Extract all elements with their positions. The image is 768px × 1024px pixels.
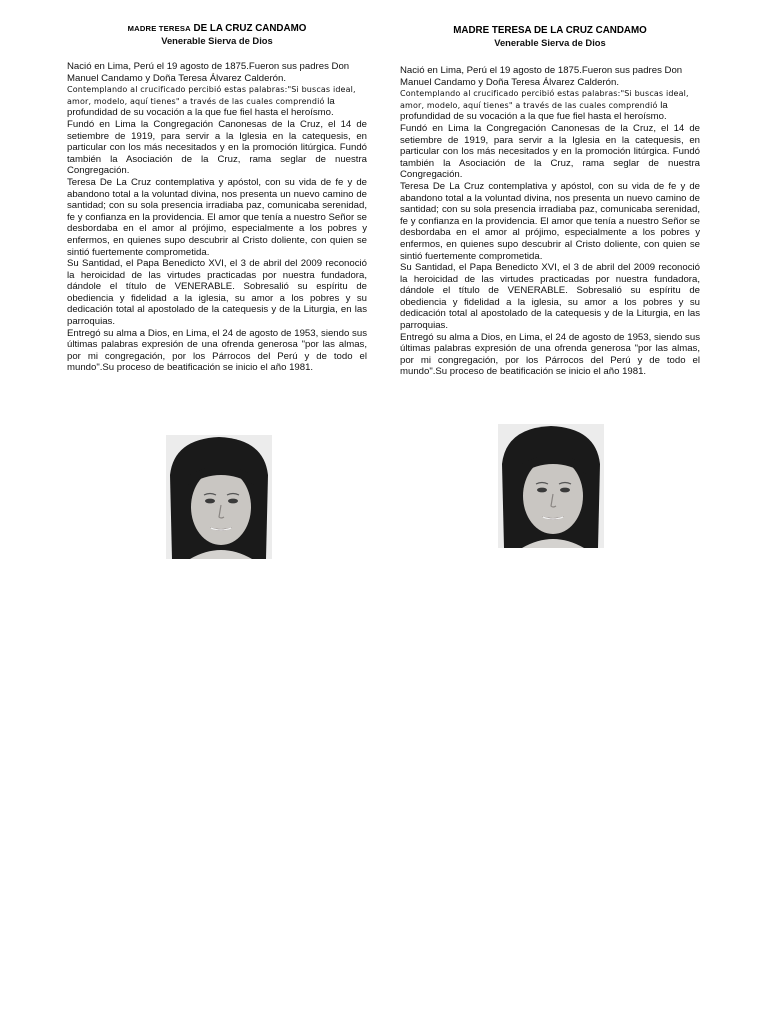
paragraph-spirituality: Teresa De La Cruz contemplativa y apóstol, con su vida de fe y de abandono total a la voluntad divina, nos presenta un nuevo camino de santidad; con su sola presencia irradiaba paz, comunicaba serenidad, fe y confianza en la providencia. El amor que tenía a nuestro Señor se desbordaba en el amor al prójimo, especialmente a los pobres y enfermos, en quienes supo descubrir al Cristo doliente, con quien se sintió fuertemente comprometida. (400, 180, 700, 262)
vocation-rest: la profundidad de su vocación a la que fue fiel hasta el heroísmo. (400, 99, 668, 123)
paragraph-foundation: Fundó en Lima la Congregación Canonesas de la Cruz, el 14 de setiembre de 1919, para servir a la Iglesia en la catequesis, en particular con los más necesitados y en la promoción litúrgica. Fundó también la Asociación de la Cruz, rama seglar de nuestra Congregación. (67, 118, 367, 177)
page-subtitle: Venerable Sierva de Dios (494, 37, 606, 48)
vocation-quote: Contemplando al crucificado percibió estas palabras:"Si buscas ideal, amor, modelo, aquí tienes" a través de las cuales comprendió (400, 89, 689, 110)
left-eye (205, 499, 215, 504)
vocation-quote: Contemplando al crucificado percibió estas palabras:"Si buscas ideal, amor, modelo, aquí tienes" a través de las cuales comprendió (67, 85, 356, 106)
page-title (400, 25, 700, 37)
right-eye (560, 488, 570, 493)
portrait-photo (498, 424, 604, 548)
paragraph-vocation (67, 84, 367, 119)
title-main: MADRE TERESA DE LA CRUZ CANDAMO (453, 25, 647, 36)
paragraph-venerable: Su Santidad, el Papa Benedicto XVI, el 3 de abril del 2009 reconoció la heroicidad de las virtudes practicadas por nuestra fundadora, dándole el título de VENERABLE. Sobresalió su espíritu de obediencia y fidelidad a la iglesia, su amor a los pobres y su dedicación total al apostolado de la catequesis y de la Liturgia, en las parroquias. (400, 262, 700, 332)
page-title (67, 23, 367, 35)
paragraph-death: Entregó su alma a Dios, en Lima, el 24 de agosto de 1953, siendo sus últimas palabras expresión de una ofrenda generosa "por las almas, por mi congregación, por los Párrocos del Perú y de todo el mundo".Su proceso de beatificación se inicio el año 1981. (400, 331, 700, 378)
portrait-photo (166, 435, 272, 559)
paragraph-birth: Nació en Lima, Perú el 19 agosto de 1875.Fueron sus padres Don Manuel Candamo y Doña Teresa Álvarez Calderón. (67, 61, 350, 84)
paragraph-death: Entregó su alma a Dios, en Lima, el 24 de agosto de 1953, siendo sus últimas palabras expresión de una ofrenda generosa "por las almas, por mi congregación, por los Párrocos del Perú y de todo el mundo".Su proceso de beatificación se inicio el año 1981. (67, 327, 367, 374)
vocation-rest: la profundidad de su vocación a la que fue fiel hasta el heroísmo. (67, 95, 335, 119)
title-main: DE LA CRUZ CANDAMO (190, 23, 307, 34)
right-eye (228, 499, 238, 504)
paragraph-foundation: Fundó en Lima la Congregación Canonesas de la Cruz, el 14 de setiembre de 1919, para servir a la Iglesia en la catequesis, en particular con los más necesitados y en la promoción litúrgica. Fundó también la Asociación de la Cruz, rama seglar de nuestra Congregación. (400, 122, 700, 181)
paragraph-vocation (400, 88, 700, 123)
title-prefix: MADRE TERESA (127, 24, 191, 33)
paragraph-venerable: Su Santidad, el Papa Benedicto XVI, el 3 de abril del 2009 reconoció la heroicidad de las virtudes practicadas por nuestra fundadora, dándole el título de VENERABLE. Sobresalió su espíritu de obediencia y fidelidad a la iglesia, su amor a los pobres y su dedicación total al apostolado de la catequesis y de la Liturgia, en las parroquias. (67, 258, 367, 328)
paragraph-birth: Nació en Lima, Perú el 19 agosto de 1875.Fueron sus padres Don Manuel Candamo y Doña Teresa Álvarez Calderón. (400, 65, 683, 88)
paragraph-spirituality: Teresa De La Cruz contemplativa y apóstol, con su vida de fe y de abandono total a la voluntad divina, nos presenta un nuevo camino de santidad; con su sola presencia irradiaba paz, comunicaba serenidad, fe y confianza en la providencia. El amor que tenía a nuestro Señor se desbordaba en el amor al prójimo, especialmente a los pobres y enfermos, en quienes supo descubrir al Cristo doliente, con quien se sintió fuertemente comprometida. (67, 176, 367, 258)
left-eye (537, 488, 547, 493)
right-column (400, 25, 700, 378)
page-subtitle: Venerable Sierva de Dios (161, 35, 273, 46)
left-column (67, 23, 367, 374)
